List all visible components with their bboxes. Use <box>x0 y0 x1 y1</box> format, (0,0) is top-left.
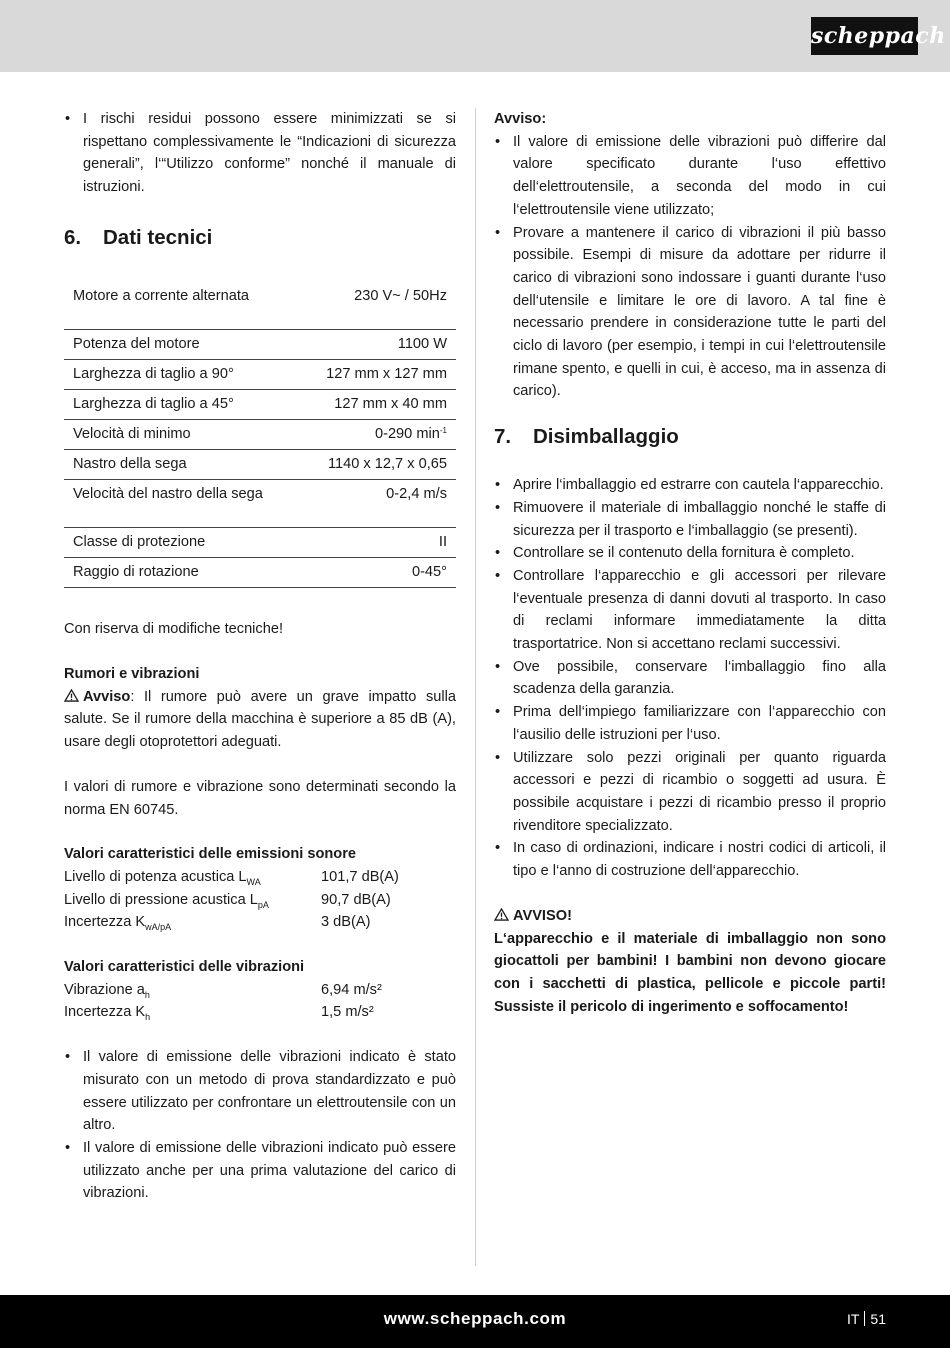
spec-label: Velocità di minimo <box>73 426 191 443</box>
list-item: • Prima dell‘impiego familiarizzare con l‘apparecchio con l‘ausilio delle istruzioni per l‘uso. <box>494 701 886 746</box>
spec-value: 127 mm x 127 mm <box>326 366 447 383</box>
website-link[interactable]: www.scheppach.com <box>383 1309 567 1328</box>
spec-value: 0-45° <box>411 564 447 581</box>
table-row <box>64 269 456 330</box>
spec-label: Nastro della sega <box>73 456 187 473</box>
spec-label: Classe di protezione <box>73 534 206 551</box>
sound-label-sub: wA/pA <box>145 922 172 933</box>
warning-text: L‘apparecchio e il materiale di imballaggio non sono giocattoli per bambini! I bambini non devono giocare con i sacchetti di plastica, pellicole e piccole parti! Sussiste il pericolo di ingerimento e soffocamento! <box>494 930 886 1015</box>
spec-label: Larghezza di taglio a 45° <box>73 396 234 413</box>
section-heading-6 <box>64 226 456 250</box>
list-item: • Aprire l‘imballaggio ed estrarre con cautela l‘apparecchio. <box>494 474 886 497</box>
section-title: Dati tecnici <box>103 225 213 249</box>
noise-heading: Rumori e vibrazioni <box>64 666 200 683</box>
list-item: • Il valore di emissione delle vibrazioni indicato può essere utilizzato anche per una prima valutazione del carico di vibrazioni. <box>64 1137 456 1205</box>
brand-logo: scheppach <box>811 17 918 55</box>
section-title: Disimballaggio <box>533 425 679 449</box>
vibration-label <box>64 979 321 1002</box>
noise-warning-text: : Il rumore può avere un grave impatto sulla salute. Se il rumore della macchina è superiore a 85 dB (A), usare degli otoprotettori adeguati. <box>64 688 456 751</box>
warning-title-text: AVVISO! <box>513 907 572 924</box>
sound-heading: Valori caratteristici delle emissioni sonore <box>64 846 356 863</box>
list-item: • Controllare l‘apparecchio e gli accessori per rilevare l‘eventuale presenza di danni dovuti al trasporto. In caso di reclami informare immediatamente la ditta trasportatrice. Non si accettano reclami successivi. <box>494 565 886 656</box>
vibration-notes-list <box>64 1046 456 1205</box>
sound-label <box>64 911 321 934</box>
spec-value <box>276 420 456 450</box>
reserve-note: Con riserva di modifiche tecniche! <box>64 621 284 638</box>
page-number: 51 <box>870 1311 886 1327</box>
table-row <box>64 480 456 528</box>
vibration-value: 6,94 m/s² <box>321 981 382 998</box>
sound-value: 101,7 dB(A) <box>321 868 399 885</box>
intro-list <box>64 108 456 199</box>
list-item: • Rimuovere il materiale di imballaggio nonché le staffe di sicurezza per il trasporto e l‘imballaggio (se presenti). <box>494 497 886 542</box>
spec-value: 1100 W <box>397 336 447 353</box>
vibration-value-row <box>64 1001 456 1024</box>
vibration-value-row <box>64 979 456 1002</box>
section-heading-7 <box>494 425 886 449</box>
page-indicator <box>847 1311 886 1327</box>
spec-value: 1140 x 12,7 x 0,65 <box>327 456 447 473</box>
spec-value: 230 V~ / 50Hz <box>354 287 447 304</box>
sound-value-row <box>64 866 456 889</box>
section-number: 6. <box>64 225 82 249</box>
separator <box>864 1311 865 1326</box>
vibration-label-text: Vibrazione a <box>64 981 145 998</box>
spec-label: Motore a corrente alternata <box>73 287 250 304</box>
spec-label: Velocità del nastro della sega <box>73 486 263 503</box>
sound-value: 3 dB(A) <box>321 914 371 931</box>
table-row <box>64 420 456 450</box>
sound-value-row <box>64 911 456 934</box>
vibration-heading: Valori caratteristici delle vibrazioni <box>64 959 305 976</box>
vibration-label-text: Incertezza K <box>64 1004 146 1021</box>
table-row <box>64 528 456 558</box>
warning-triangle-icon <box>494 908 509 921</box>
list-item: • Il valore di emissione delle vibrazioni può differire dal valore specificato durante l‘uso effettivo dell‘elettroutensile, a seconda del modo in cui l‘elettroutensile viene utilizzato; <box>494 131 886 222</box>
list-item: • In caso di ordinazioni, indicare i nostri codici di articoli, il tipo e l‘anno di costruzione dell‘apparecchio. <box>494 837 886 882</box>
warning-title <box>494 905 886 928</box>
left-column <box>64 108 456 1205</box>
vibration-label <box>64 1001 321 1024</box>
sound-value: 90,7 dB(A) <box>321 891 391 908</box>
unpack-list <box>494 474 886 883</box>
table-row <box>64 330 456 360</box>
vibration-label-sub: h <box>144 989 150 1000</box>
sound-label-sub: WA <box>246 876 261 887</box>
column-divider <box>475 108 476 1266</box>
table-row <box>64 390 456 420</box>
language-code: IT <box>846 1311 860 1327</box>
spec-value-sup: -1 <box>439 426 447 436</box>
footer-bar <box>0 1295 950 1348</box>
right-column <box>494 108 886 1018</box>
sound-label-sub: pA <box>257 899 269 910</box>
sound-label <box>64 866 321 889</box>
spec-label: Raggio di rotazione <box>73 564 199 581</box>
spec-label: Larghezza di taglio a 90° <box>73 366 234 383</box>
spec-value-text: 0-290 min <box>374 426 440 443</box>
spec-label: Potenza del motore <box>73 336 200 353</box>
noise-norm: I valori di rumore e vibrazione sono determinati secondo la norma EN 60745. <box>64 778 456 818</box>
vibration-value: 1,5 m/s² <box>321 1004 374 1021</box>
sound-label-text: Incertezza K <box>64 914 146 931</box>
noise-warning <box>64 686 456 754</box>
list-item: • Ove possibile, conservare l‘imballaggio fino alla scadenza della garanzia. <box>494 656 886 701</box>
header-bar <box>0 0 950 72</box>
table-row <box>64 558 456 588</box>
sound-label-text: Livello di pressione acustica L <box>64 891 258 908</box>
section-number: 7. <box>494 425 512 449</box>
list-item: • I rischi residui possono essere minimizzati se si rispettano complessivamente le “Indicazioni di sicurezza generali”, l‘“Utilizzo conforme” nonché il manuale di istruzioni. <box>64 108 456 199</box>
vibration-label-sub: h <box>145 1012 151 1023</box>
warning-triangle-icon <box>64 689 79 702</box>
list-item: • Provare a mantenere il carico di vibrazioni il più basso possibile. Esempi di misure da adottare per ridurre il carico di vibrazioni sono indossare i guanti durante l‘uso dell‘utensile e limitare le ore di lavoro. A tal fine è necessario prendere in considerazione tutte le parti del ciclo di lavoro (per esempio, i tempi in cui l‘elettroutensile rimane spento, e quelli in cui, è acceso, ma in assenza di carico). <box>494 222 886 404</box>
list-item: • Il valore di emissione delle vibrazioni indicato è stato misurato con un metodo di prova standardizzato e può essere utilizzato per confrontare un elettroutensile con un altro. <box>64 1046 456 1137</box>
spec-table <box>64 269 456 589</box>
spec-value: II <box>438 534 447 551</box>
table-row <box>64 360 456 390</box>
spec-value: 0-2,4 m/s <box>386 486 447 503</box>
sound-label <box>64 889 321 912</box>
noise-warning-label: Avviso <box>83 688 131 705</box>
sound-label-text: Livello di potenza acustica L <box>64 868 247 885</box>
table-row <box>64 450 456 480</box>
list-item: • Controllare se il contenuto della fornitura è completo. <box>494 542 886 565</box>
spec-value: 127 mm x 40 mm <box>334 396 447 413</box>
avviso-heading: Avviso: <box>494 111 547 127</box>
sound-value-row <box>64 889 456 912</box>
avviso-list <box>494 131 886 403</box>
list-item: • Utilizzare solo pezzi originali per quanto riguarda accessori e pezzi di ricambio o soggetti ad usura. È possibile acquistare i pezzi di ricambio presso il proprio rivenditore specializzato. <box>494 747 886 838</box>
